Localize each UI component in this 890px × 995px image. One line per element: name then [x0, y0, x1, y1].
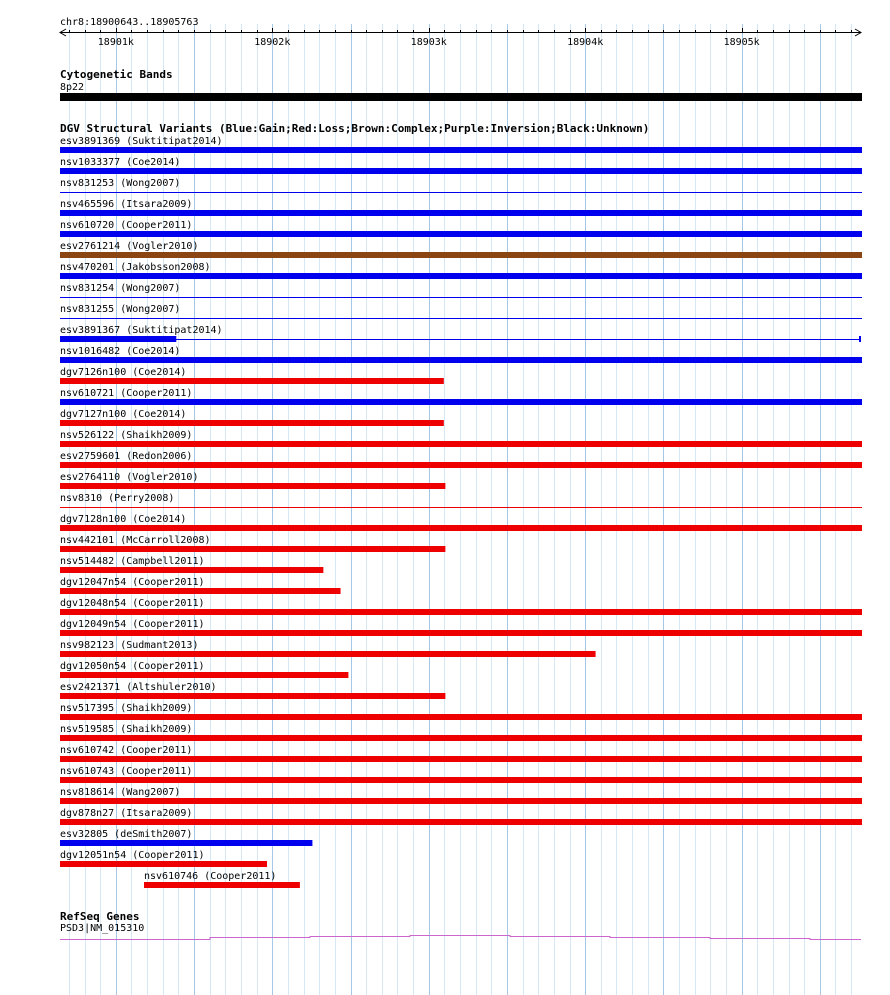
dgv-feature-label[interactable]: nsv610746 (Cooper2011)	[144, 871, 277, 882]
ruler-tick-label: 18905k	[723, 37, 760, 48]
ruler-tick-label: 18904k	[567, 37, 604, 48]
dgv-feature-label[interactable]: nsv442101 (McCarroll2008)	[60, 535, 211, 546]
dgv-feature-bar[interactable]	[60, 840, 312, 846]
dgv-feature-label[interactable]: nsv982123 (Sudmant2013)	[60, 640, 199, 651]
dgv-feature-label[interactable]: esv2764110 (Vogler2010)	[60, 472, 199, 483]
region-label: chr8:18900643..18905763	[60, 17, 199, 28]
dgv-feature-label[interactable]: esv2759601 (Redon2006)	[60, 451, 193, 462]
dgv-feature-bar[interactable]	[60, 861, 267, 867]
dgv-feature-label[interactable]: dgv7126n100 (Coe2014)	[60, 367, 187, 378]
dgv-feature-bar[interactable]	[60, 357, 862, 363]
dgv-feature-bar[interactable]	[60, 588, 341, 594]
ruler-tick-label: 18901k	[97, 37, 134, 48]
dgv-feature-label[interactable]: nsv610720 (Cooper2011)	[60, 220, 193, 231]
dgv-feature-label[interactable]: nsv8310 (Perry2008)	[60, 493, 175, 504]
dgv-feature-bar[interactable]	[60, 546, 445, 552]
dgv-feature-bar[interactable]	[60, 609, 862, 615]
dgv-feature-bar[interactable]	[60, 441, 862, 447]
dgv-feature-label[interactable]: nsv831253 (Wong2007)	[60, 178, 181, 189]
dgv-feature-bar[interactable]	[60, 168, 862, 174]
dgv-feature-label[interactable]: nsv610743 (Cooper2011)	[60, 766, 193, 777]
dgv-feature-label[interactable]: esv2421371 (Altshuler2010)	[60, 682, 217, 693]
dgv-feature-label[interactable]: nsv526122 (Shaikh2009)	[60, 430, 193, 441]
dgv-feature-bar[interactable]	[60, 756, 862, 762]
dgv-feature-label[interactable]: nsv519585 (Shaikh2009)	[60, 724, 193, 735]
dgv-feature-bar[interactable]	[60, 378, 444, 384]
dgv-feature-label[interactable]: nsv831254 (Wong2007)	[60, 283, 181, 294]
dgv-feature-bar[interactable]	[60, 462, 862, 468]
dgv-feature-label[interactable]: dgv12047n54 (Cooper2011)	[60, 577, 205, 588]
dgv-feature-bar[interactable]	[60, 420, 444, 426]
dgv-feature-bar[interactable]	[60, 819, 862, 825]
dgv-feature-label[interactable]: nsv514482 (Campbell2011)	[60, 556, 205, 567]
ruler-tick-label: 18902k	[254, 37, 291, 48]
dgv-feature-label[interactable]: nsv610742 (Cooper2011)	[60, 745, 193, 756]
dgv-feature-bar[interactable]	[60, 210, 862, 216]
dgv-feature-label[interactable]: nsv1033377 (Coe2014)	[60, 157, 181, 168]
dgv-feature-bar[interactable]	[144, 882, 300, 888]
dgv-feature-bar[interactable]	[60, 399, 862, 405]
dgv-feature-bar[interactable]	[60, 672, 348, 678]
dgv-feature-label[interactable]: dgv12049n54 (Cooper2011)	[60, 619, 205, 630]
dgv-track-title: DGV Structural Variants (Blue:Gain;Red:Loss;Brown:Complex;Purple:Inversion;Black:Unknown)	[60, 122, 650, 135]
cytoband-label: 8p22	[60, 82, 85, 93]
dgv-feature-label[interactable]: nsv1016482 (Coe2014)	[60, 346, 181, 357]
dgv-feature-bar[interactable]	[60, 273, 862, 279]
dgv-feature-label[interactable]: nsv831255 (Wong2007)	[60, 304, 181, 315]
dgv-feature-bar[interactable]	[60, 714, 862, 720]
dgv-feature-bar[interactable]	[60, 798, 862, 804]
dgv-feature-bar[interactable]	[60, 630, 862, 636]
dgv-feature-bar[interactable]	[60, 525, 862, 531]
dgv-feature-label[interactable]: esv2761214 (Vogler2010)	[60, 241, 199, 252]
dgv-feature-bar[interactable]	[60, 567, 323, 573]
dgv-feature-label[interactable]: dgv12051n54 (Cooper2011)	[60, 850, 205, 861]
dgv-feature-label[interactable]: esv3891367 (Suktitipat2014)	[60, 325, 223, 336]
dgv-feature-label[interactable]: dgv7127n100 (Coe2014)	[60, 409, 187, 420]
dgv-feature-label[interactable]: dgv878n27 (Itsara2009)	[60, 808, 193, 819]
cytoband-track-title: Cytogenetic Bands	[60, 68, 173, 81]
ruler-tick-label: 18903k	[410, 37, 447, 48]
dgv-feature-label[interactable]: nsv465596 (Itsara2009)	[60, 199, 193, 210]
gene-label[interactable]: PSD3|NM_015310	[60, 923, 145, 934]
dgv-feature-bar[interactable]	[60, 651, 596, 657]
dgv-feature-bar[interactable]	[60, 735, 862, 741]
dgv-feature-bar[interactable]	[60, 483, 445, 489]
dgv-feature-label[interactable]: nsv818614 (Wang2007)	[60, 787, 181, 798]
dgv-feature-bar[interactable]	[859, 336, 861, 342]
dgv-feature-bar[interactable]	[60, 693, 445, 699]
dgv-feature-bar[interactable]	[60, 336, 176, 342]
dgv-feature-bar[interactable]	[60, 147, 862, 153]
dgv-feature-bar[interactable]	[60, 777, 862, 783]
dgv-feature-label[interactable]: nsv470201 (Jakobsson2008)	[60, 262, 211, 273]
cytoband-bar[interactable]	[60, 93, 862, 101]
dgv-feature-label[interactable]: nsv610721 (Cooper2011)	[60, 388, 193, 399]
refseq-track-title: RefSeq Genes	[60, 910, 140, 923]
dgv-feature-bar[interactable]	[60, 231, 862, 237]
dgv-feature-label[interactable]: esv32805 (deSmith2007)	[60, 829, 193, 840]
dgv-feature-label[interactable]: nsv517395 (Shaikh2009)	[60, 703, 193, 714]
dgv-feature-label[interactable]: dgv12050n54 (Cooper2011)	[60, 661, 205, 672]
dgv-feature-bar[interactable]	[60, 252, 862, 258]
dgv-feature-label[interactable]: dgv7128n100 (Coe2014)	[60, 514, 187, 525]
dgv-feature-label[interactable]: dgv12048n54 (Cooper2011)	[60, 598, 205, 609]
dgv-feature-label[interactable]: esv3891369 (Suktitipat2014)	[60, 136, 223, 147]
